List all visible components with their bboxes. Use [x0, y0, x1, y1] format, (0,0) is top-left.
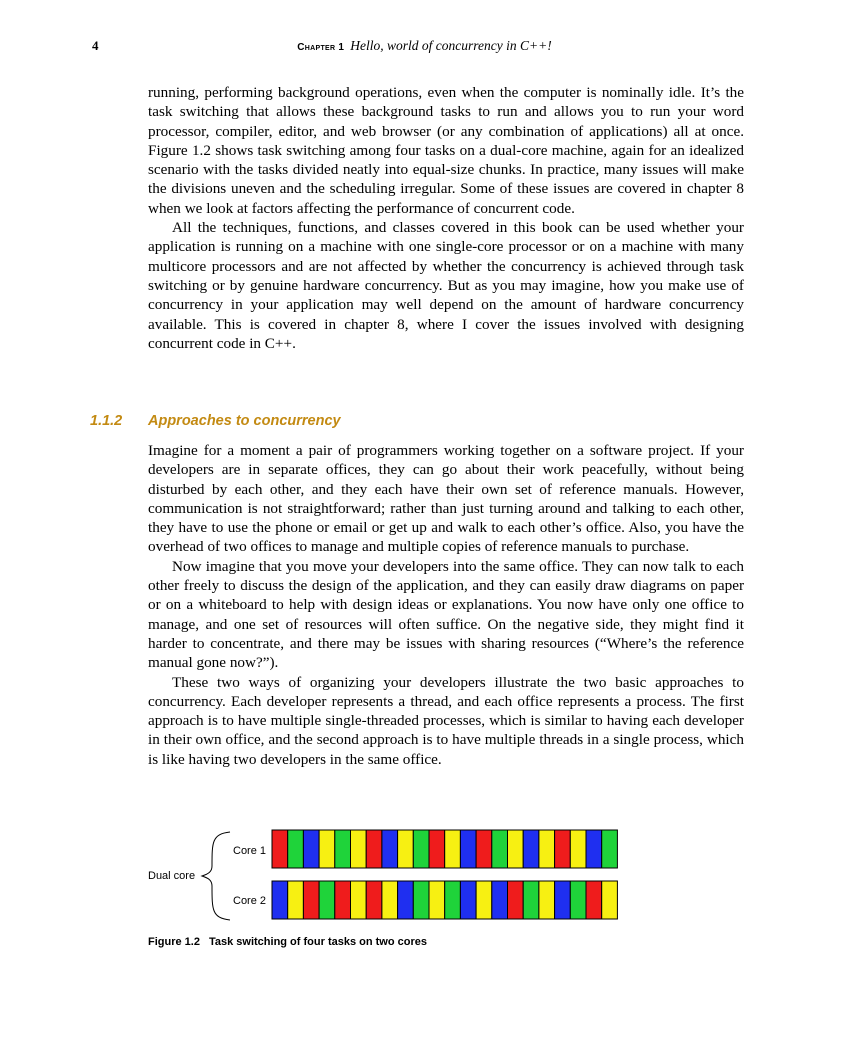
- core-1-task-slice-red: [476, 830, 492, 868]
- core-1-task-slice-blue: [303, 830, 319, 868]
- core-2-task-slice-green: [523, 881, 539, 919]
- core-1-task-slice-blue: [586, 830, 602, 868]
- core-1-task-slice-yellow: [445, 830, 461, 868]
- paragraph: All the techniques, functions, and classes covered in this book can be used whether your application is running on a machine with one single-core processor or on a machine with many multicore processors and are not affected by whether the concurrency is achieved through task switching or by genuine hardware concurrency. But as you may imagine, how you make use of concurrency in your application may well depend on the amount of hardware concurrency available. This is covered in chapter 8, where I cover the issues involved with designing concurrent code in C++.: [148, 219, 744, 352]
- paragraph: Now imagine that you move your developers into the same office. They can now talk to each other freely to discuss the design of the application, and they can easily draw diagrams on paper or on a whiteboard to help with design ideas or explanations. You now have only one office to manage, and one set of resources will often suffice. On the negative side, they might find it harder to concentrate, and there may be issues with sharing resources (“Where’s the reference manual gone now?”).: [148, 557, 744, 672]
- core-1-task-slice-yellow: [539, 830, 555, 868]
- chapter-label: Chapter 1: [297, 42, 345, 53]
- core-1-task-slice-red: [555, 830, 571, 868]
- core-1-task-slice-green: [492, 830, 508, 868]
- core-1-task-slice-blue: [460, 830, 476, 868]
- core-1-task-slice-yellow: [351, 830, 367, 868]
- caption-number: Figure 1.2: [148, 936, 200, 948]
- core-2-task-slice-blue: [398, 881, 414, 919]
- paragraph: These two ways of organizing your developers illustrate the two basic approaches to concurrency. Each developer represents a thread, and each office represents a process. The first approach is to have multiple single-threaded processes, which is similar to having each developer in their own office, and the second approach is to have multiple threads in a single process, which is like having two developers in the same office.: [148, 673, 744, 768]
- core-2-task-slice-yellow: [476, 881, 492, 919]
- core-2-task-slice-blue: [460, 881, 476, 919]
- running-header: [0, 38, 849, 58]
- paragraph: running, performing background operations, even when the computer is nominally idle. It’s the task switching that allows these background tasks to run and allows you to run your word processor, compiler, editor, and web browser (or any combination of applications) all at once. Figure 1.2 shows task switching among four tasks on a dual-core machine, again for an idealized scenario with the tasks divided neatly into equal-size chunks. In practice, many issues will make the divisions uneven and the scheduling irregular. Some of these issues are covered in chapter 8 when we look at factors affecting the performance of concurrent code.: [148, 84, 744, 217]
- core-2-task-slice-red: [335, 881, 351, 919]
- figure-caption: [148, 936, 427, 948]
- core-1-task-slice-green: [413, 830, 429, 868]
- section-title: Approaches to concurrency: [148, 413, 341, 429]
- intro-text: [148, 83, 744, 353]
- core-2-task-slice-red: [303, 881, 319, 919]
- core-1-task-slice-green: [288, 830, 304, 868]
- figure-task-switching: [148, 826, 748, 926]
- core-1-task-slice-red: [429, 830, 445, 868]
- core-2-task-slice-green: [319, 881, 335, 919]
- core-2-task-slice-green: [445, 881, 461, 919]
- core-2-task-slice-red: [366, 881, 382, 919]
- core-1-label: Core 1: [233, 845, 267, 857]
- core-2-label: Core 2: [233, 895, 267, 907]
- core-2-task-slice-red: [586, 881, 602, 919]
- core-1-task-slice-yellow: [319, 830, 335, 868]
- paragraph: Imagine for a moment a pair of programmers working together on a software project. If your developers are in separate offices, they can go about their work peacefully, without being disturbed by each other, and they each have their own set of reference manuals. However, communication is not straightforward; rather than just turning around and talking to each other, they have to use the phone or email or get up and walk to each other’s office. Also, you have the overhead of two offices to manage and multiple copies of reference manuals to purchase.: [148, 442, 744, 556]
- core-2-task-slice-red: [508, 881, 524, 919]
- core-2-task-slice-yellow: [602, 881, 618, 919]
- core-1-task-slice-green: [602, 830, 618, 868]
- core-1-task-slice-blue: [382, 830, 398, 868]
- core-1-task-slice-red: [366, 830, 382, 868]
- caption-text: Task switching of four tasks on two cores: [208, 936, 427, 948]
- section-number: 1.1.2: [90, 413, 123, 429]
- core-2-task-slice-green: [413, 881, 429, 919]
- chapter-heading: [0, 38, 849, 54]
- core-1-task-slice-yellow: [508, 830, 524, 868]
- task-switching-diagram: [148, 826, 748, 926]
- core-2-task-slice-yellow: [539, 881, 555, 919]
- core-1-task-slice-red: [272, 830, 288, 868]
- core-2-task-slice-yellow: [429, 881, 445, 919]
- core-2-task-slice-yellow: [351, 881, 367, 919]
- core-1-task-slice-green: [335, 830, 351, 868]
- section-heading: [90, 413, 790, 429]
- core-2-task-slice-blue: [555, 881, 571, 919]
- page-number: 4: [92, 38, 99, 53]
- dual-core-label: Dual core: [148, 870, 196, 882]
- core-2-task-slice-blue: [492, 881, 508, 919]
- core-2-task-slice-yellow: [288, 881, 304, 919]
- core-1-task-slice-yellow: [398, 830, 414, 868]
- core-1-task-slice-yellow: [570, 830, 586, 868]
- chapter-title: Hello, world of concurrency in C++!: [350, 38, 552, 53]
- section-text: [148, 441, 744, 769]
- core-timelines: [272, 830, 617, 919]
- brace: [202, 832, 230, 920]
- core-2-task-slice-yellow: [382, 881, 398, 919]
- core-1-task-slice-blue: [523, 830, 539, 868]
- core-2-task-slice-green: [570, 881, 586, 919]
- core-2-task-slice-blue: [272, 881, 288, 919]
